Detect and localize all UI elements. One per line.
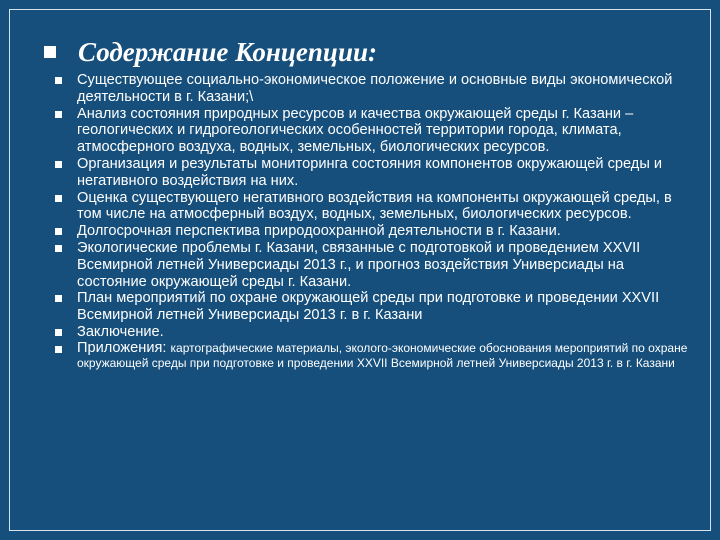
square-bullet-icon	[55, 161, 62, 168]
list-item	[55, 290, 695, 324]
square-bullet-icon	[55, 329, 62, 336]
list-item	[55, 190, 695, 224]
square-bullet-icon	[55, 245, 62, 252]
contents-list	[55, 72, 695, 371]
item-text: Заключение.	[77, 323, 164, 340]
title-row	[44, 36, 377, 68]
square-bullet-icon	[55, 77, 62, 84]
item-text: Существующее социально-экономическое положение и основные виды экономической деятельности в г. Казани;\	[77, 72, 673, 105]
item-text: Организация и результаты мониторинга состояния компонентов окружающей среды и негативного воздействия на них.	[77, 155, 663, 189]
square-bullet-icon	[55, 295, 62, 302]
item-text: картографические материалы, эколого-экономические обоснования мероприятий по охране окружающей среды при подготовке и проведении XXVII Всемирной летней Универсиады 2013 г. в г. Казани	[77, 340, 688, 370]
list-item	[55, 223, 695, 240]
item-text: Долгосрочная перспектива природоохранной деятельности в г. Казани.	[77, 223, 561, 240]
item-text: План мероприятий по охране окружающей среды при подготовке и проведении XXVII Всемирной летней Универсиады 2013 г. в г. Казани	[77, 290, 660, 324]
list-item	[55, 72, 695, 106]
square-bullet-icon	[55, 111, 62, 118]
list-item	[55, 106, 695, 156]
list-item	[55, 341, 695, 371]
list-item	[55, 156, 695, 190]
square-bullet-icon	[55, 195, 62, 202]
item-text: Оценка существующего негативного воздействия на компоненты окружающей среды, в том числе на атмосферный воздух, водных, земельных, биологических ресурсов.	[77, 189, 672, 223]
slide-title: Содержание Концепции:	[78, 36, 377, 67]
square-bullet-icon	[55, 228, 62, 235]
list-item	[55, 240, 695, 290]
list-item	[55, 324, 695, 341]
square-bullet-icon	[44, 46, 56, 58]
item-text: Экологические проблемы г. Казани, связанные с подготовкой и проведением XXVII Всемирной летней Универсиады 2013 г., и прогноз воздействия Универсиады на состояние окружающей среды г. Казани.	[77, 239, 641, 290]
item-lead: Приложения:	[77, 339, 171, 356]
square-bullet-icon	[55, 346, 62, 353]
item-text: Анализ состояния природных ресурсов и качества окружающей среды г. Казани – геологических и гидрогеологических особенностей территории города, климата, атмосферного воздуха, водных, земельных, биологических ресурсов.	[77, 105, 634, 156]
